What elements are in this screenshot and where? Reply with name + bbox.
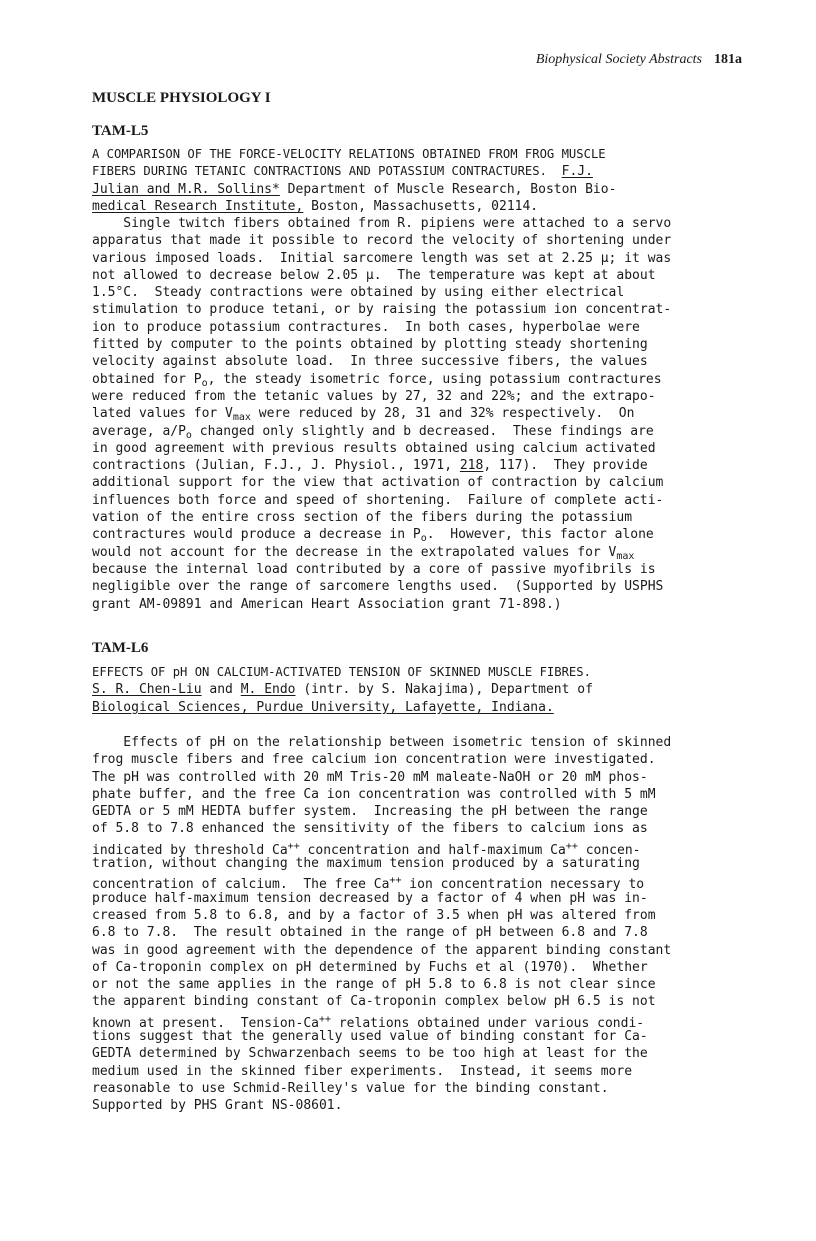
text-run: contractions (Julian, F.J., J. Physiol., 1971,: [92, 458, 460, 474]
abstract-2-body: [92, 734, 742, 1115]
text-run: contractures would produce a decrease in P: [92, 527, 421, 543]
section-title: MUSCLE PHYSIOLOGY I: [92, 90, 271, 106]
text-run: would not account for the decrease in the extrapolated values for V: [92, 544, 617, 560]
text-run: lated values for V: [92, 406, 233, 422]
author-name: M. Endo: [240, 682, 296, 698]
affiliation-underlined: Biological Sciences, Purdue University, Lafayette, Indiana.: [92, 699, 554, 715]
author-line: [92, 681, 742, 698]
author-line: [92, 699, 742, 716]
page-number: 181a: [714, 52, 742, 67]
body-line: frog muscle fibers and free calcium ion concentration were investigated.: [92, 752, 656, 768]
body-line: tions suggest that the generally used value of binding constant for Ca-: [92, 1029, 648, 1045]
subscript: max: [616, 550, 635, 562]
superscript: ++: [389, 875, 402, 887]
body-line: [92, 1011, 742, 1031]
title-line: [92, 163, 742, 180]
abstract-code: TAM-L5: [92, 123, 149, 139]
body-line: negligible over the range of sarcomere lengths used. (Supported by USPHS: [92, 579, 664, 595]
text-run: concentration and half-maximum Ca: [299, 842, 566, 858]
body-line: [92, 872, 742, 893]
body-line: was in good agreement with the dependence of the apparent binding constant: [92, 942, 672, 958]
subscript: o: [185, 429, 192, 441]
text-run: changed only slightly and b decreased. These findings are: [191, 423, 654, 439]
body-line: influences both force and speed of shortening. Failure of complete acti-: [92, 492, 664, 508]
text-run: obtained for P: [92, 371, 202, 387]
affiliation: Department of Muscle Research, Boston Bio-: [279, 181, 617, 197]
text-run: ion concentration necessary to: [401, 877, 645, 893]
body-line: [92, 526, 742, 543]
abstract-code: TAM-L6: [92, 640, 149, 656]
body-line: because the internal load contributed by a core of passive myofibrils is: [92, 561, 656, 577]
body-line: Single twitch fibers obtained from R. pipiens were attached to a servo: [92, 216, 672, 231]
body-line: apparatus that made it possible to record the velocity of shortening under: [92, 233, 672, 249]
body-line: of Ca-troponin complex on pH determined by Fuchs et al (1970). Whether: [92, 959, 648, 975]
body-line: in good agreement with previous results obtained using calcium activated: [92, 440, 656, 456]
body-line: produce half-maximum tension decreased by a factor of 4 when pH was in-: [92, 890, 648, 906]
body-line: medium used in the skinned fiber experiments. Instead, it seems more: [92, 1063, 633, 1079]
subscript: max: [232, 412, 251, 424]
body-line: the apparent binding constant of Ca-troponin complex below pH 6.5 is not: [92, 994, 656, 1010]
affiliation-underlined: medical Research Institute,: [92, 198, 304, 214]
abstract-1-body: [92, 215, 742, 613]
title-text: FIBERS DURING TETANIC CONTRACTIONS AND POTASSIUM CONTRACTURES.: [92, 164, 547, 179]
body-line: GEDTA determined by Schwarzenbach seems to be too high at least for the: [92, 1046, 648, 1062]
subscript: o: [420, 533, 427, 545]
title-line: A COMPARISON OF THE FORCE-VELOCITY RELATIONS OBTAINED FROM FROG MUSCLE: [92, 147, 606, 161]
body-line: of 5.8 to 7.8 enhanced the sensitivity of the fibers to calcium ions as: [92, 821, 648, 837]
body-line: vation of the entire cross section of the fibers during the potassium: [92, 510, 633, 526]
body-line: 6.8 to 7.8. The result obtained in the range of pH between 6.8 and 7.8: [92, 925, 648, 941]
body-line: GEDTA or 5 mM HEDTA buffer system. Increasing the pH between the range: [92, 804, 648, 820]
author-name: F.J.: [561, 164, 593, 180]
body-line: creased from 5.8 to 6.8, and by a factor of 3.5 when pH was altered from: [92, 907, 656, 923]
body-line: tration, without changing the maximum tension produced by a saturating: [92, 856, 640, 872]
text-run: known at present. Tension-Ca: [92, 1015, 319, 1031]
abstract-1-title: [92, 146, 742, 215]
volume-number: 218: [459, 458, 484, 474]
text-run: , 117). They provide: [483, 458, 648, 474]
affiliation: (intr. by S. Nakajima), Department of: [295, 682, 593, 698]
body-line: additional support for the view that activation of contraction by calcium: [92, 475, 664, 491]
body-line: [92, 371, 742, 388]
superscript: ++: [565, 840, 578, 852]
body-line: Supported by PHS Grant NS-08601.: [92, 1098, 343, 1114]
body-line: [92, 405, 742, 422]
body-line: [92, 544, 742, 561]
text-run: average, a/P: [92, 423, 186, 439]
author-line: [92, 198, 742, 215]
body-line: not allowed to decrease below 2.05 µ. The temperature was kept at about: [92, 267, 656, 283]
author-name: S. R. Chen-Liu: [92, 682, 202, 698]
abstract-2-title: [92, 664, 742, 716]
text-run: indicated by threshold Ca: [92, 842, 288, 858]
text-run: concentration of calcium. The free Ca: [92, 877, 390, 893]
journal-title: Biophysical Society Abstracts: [535, 52, 702, 67]
subscript: o: [201, 377, 208, 389]
author-names: Julian and M.R. Sollins*: [92, 181, 280, 197]
body-line: reasonable to use Schmid-Reilley's value for the binding constant.: [92, 1080, 609, 1096]
body-line: Effects of pH on the relationship between isometric tension of skinned: [92, 735, 672, 750]
body-line: ion to produce potassium contractures. In both cases, hyperbolae were: [92, 319, 640, 335]
body-line: various imposed loads. Initial sarcomere length was set at 2.25 µ; it was: [92, 250, 672, 266]
body-line: were reduced from the tetanic values by 27, 32 and 22%; and the extrapo-: [92, 388, 656, 404]
body-line: 1.5°C. Steady contractions were obtained by using either electrical: [92, 285, 625, 301]
body-line: or not the same applies in the range of pH 5.8 to 6.8 is not clear since: [92, 977, 656, 993]
body-line: stimulation to produce tetani, or by raising the potassium ion concentrat-: [92, 302, 672, 318]
affiliation: Boston, Massachusetts, 02114.: [303, 198, 539, 214]
body-line: velocity against absolute load. In three successive fibers, the values: [92, 354, 648, 370]
title-line: EFFECTS OF pH ON CALCIUM-ACTIVATED TENSION OF SKINNED MUSCLE FIBRES.: [92, 665, 591, 679]
body-line: phate buffer, and the free Ca ion concentration was controlled with 5 mM: [92, 786, 656, 802]
body-line: The pH was controlled with 20 mM Tris-20 mM maleate-NaOH or 20 mM phos-: [92, 769, 648, 785]
text-run: . However, this factor alone: [426, 527, 654, 543]
body-line: [92, 457, 742, 474]
text-run: were reduced by 28, 31 and 32% respectively. On: [250, 406, 635, 422]
text-run: , the steady isometric force, using potassium contractures: [207, 371, 662, 387]
body-line: fitted by computer to the points obtained by plotting steady shortening: [92, 337, 648, 353]
body-line: grant AM-09891 and American Heart Association grant 71-898.): [92, 596, 562, 612]
text-run: relations obtained under various condi-: [331, 1015, 645, 1031]
superscript: ++: [318, 1013, 332, 1025]
body-line: [92, 423, 742, 440]
author-line: [92, 181, 742, 198]
superscript: ++: [287, 840, 300, 852]
running-header: [536, 52, 742, 68]
body-line: [92, 838, 742, 858]
text-run: and: [201, 682, 241, 698]
text-run: concen-: [577, 842, 641, 858]
